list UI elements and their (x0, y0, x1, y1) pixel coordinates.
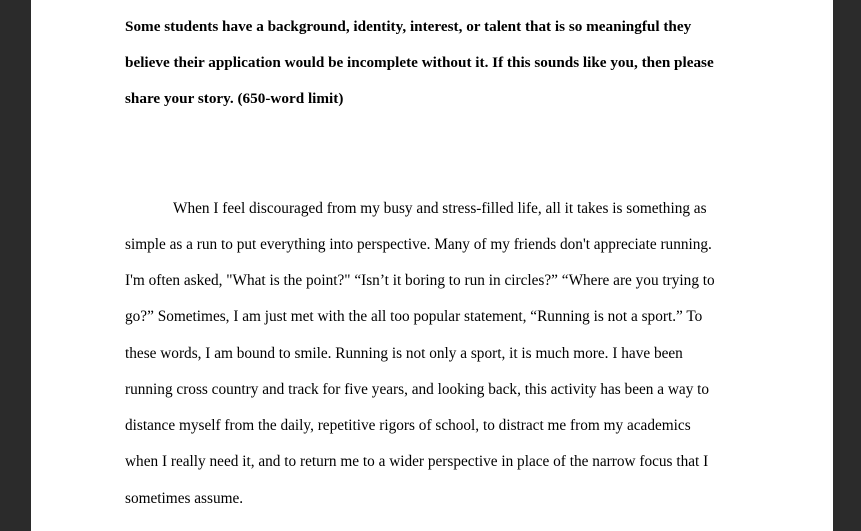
essay-line: these words, I am bound to smile. Running is not only a sport, it is much more. I have been (125, 345, 683, 362)
essay-line: running cross country and track for five years, and looking back, this activity has been a way to (125, 381, 710, 398)
essay-line: go?” Sometimes, I am just met with the all too popular statement, “Running is not a sport.” To (125, 308, 703, 325)
essay-line: When I feel discouraged from my busy and stress-filled life, all it takes is something as (173, 200, 707, 217)
document-page (31, 0, 833, 531)
essay-line: distance myself from the daily, repetitive rigors of school, to distract me from my academics (125, 417, 691, 434)
essay-line: sometimes assume. (125, 490, 244, 507)
essay-line: when I really need it, and to return me to a wider perspective in place of the narrow focus that I (125, 453, 709, 470)
prompt-line: believe their application would be incomplete without it. If this sounds like you, then please (125, 54, 714, 71)
prompt-line: Some students have a background, identity, interest, or talent that is so meaningful they (125, 18, 692, 35)
essay-line: simple as a run to put everything into perspective. Many of my friends don't appreciate running. (125, 236, 712, 253)
prompt-line: share your story. (650-word limit) (125, 90, 344, 107)
essay-line: I'm often asked, "What is the point?" “Isn’t it boring to run in circles?” “Where are you trying to (125, 272, 715, 289)
